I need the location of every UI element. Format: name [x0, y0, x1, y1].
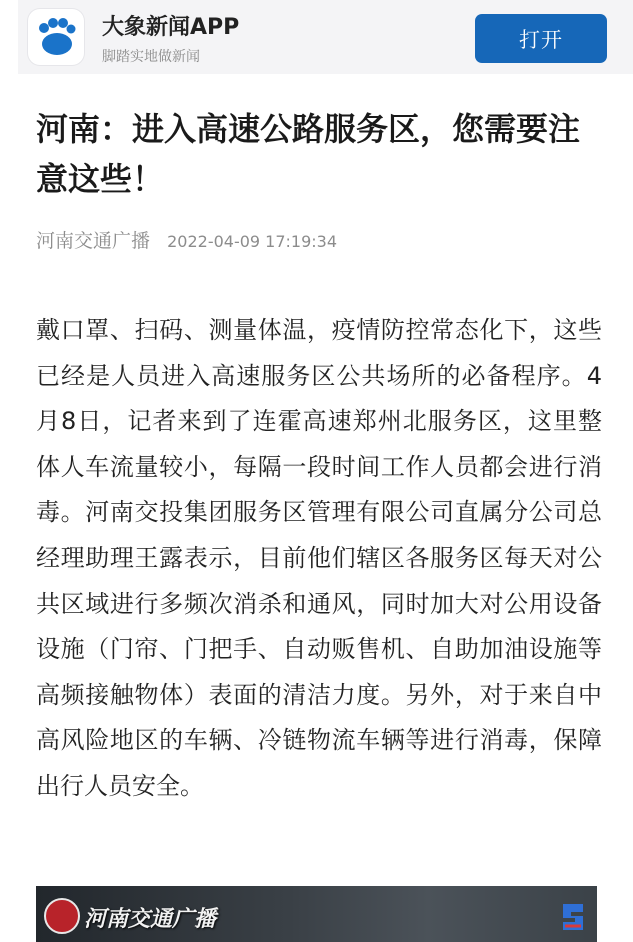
article-image[interactable]: [36, 886, 597, 942]
article-timestamp: 2022-04-09 17:19:34: [167, 232, 338, 251]
image-watermark: 河南交通广播: [84, 907, 217, 932]
article-body: 戴口罩、扫码、测量体温，疫情防控常态化下，这些已经是人员进入高速服务区公共场所的必备程序。4月8日，记者来到了连霍高速郑州北服务区，这里整体人车流量较小，每隔一段时间工作人员都会进行消毒。河南交投集团服务区管理有限公司直属分公司总经理助理王露表示，目前他们辖区各服务区每天对公共区域进行多频次消杀和通风，同时加大对公用设备设施（门帘、门把手、自动贩售机、自助加油设施等高频接触物体）表面的清洁力度。另外，对于来自中高风险地区的车辆、冷链物流车辆等进行消毒，保障出行人员安全。: [36, 316, 602, 800]
app-slogan: 脚踏实地做新闻: [102, 49, 200, 65]
elephant-paw-icon: [34, 15, 78, 59]
radio-station-logo-icon: [44, 898, 80, 934]
broadcast-logo-icon: [559, 900, 587, 934]
article-meta: [36, 226, 337, 253]
article-source[interactable]: 河南交通广播: [36, 230, 151, 252]
open-app-button[interactable]: 打开: [475, 14, 607, 63]
app-logo: [28, 9, 84, 65]
app-download-banner: [18, 0, 633, 74]
article-title: 河南：进入高速公路服务区，您需要注意这些！: [36, 110, 581, 198]
app-name: 大象新闻APP: [102, 15, 240, 40]
